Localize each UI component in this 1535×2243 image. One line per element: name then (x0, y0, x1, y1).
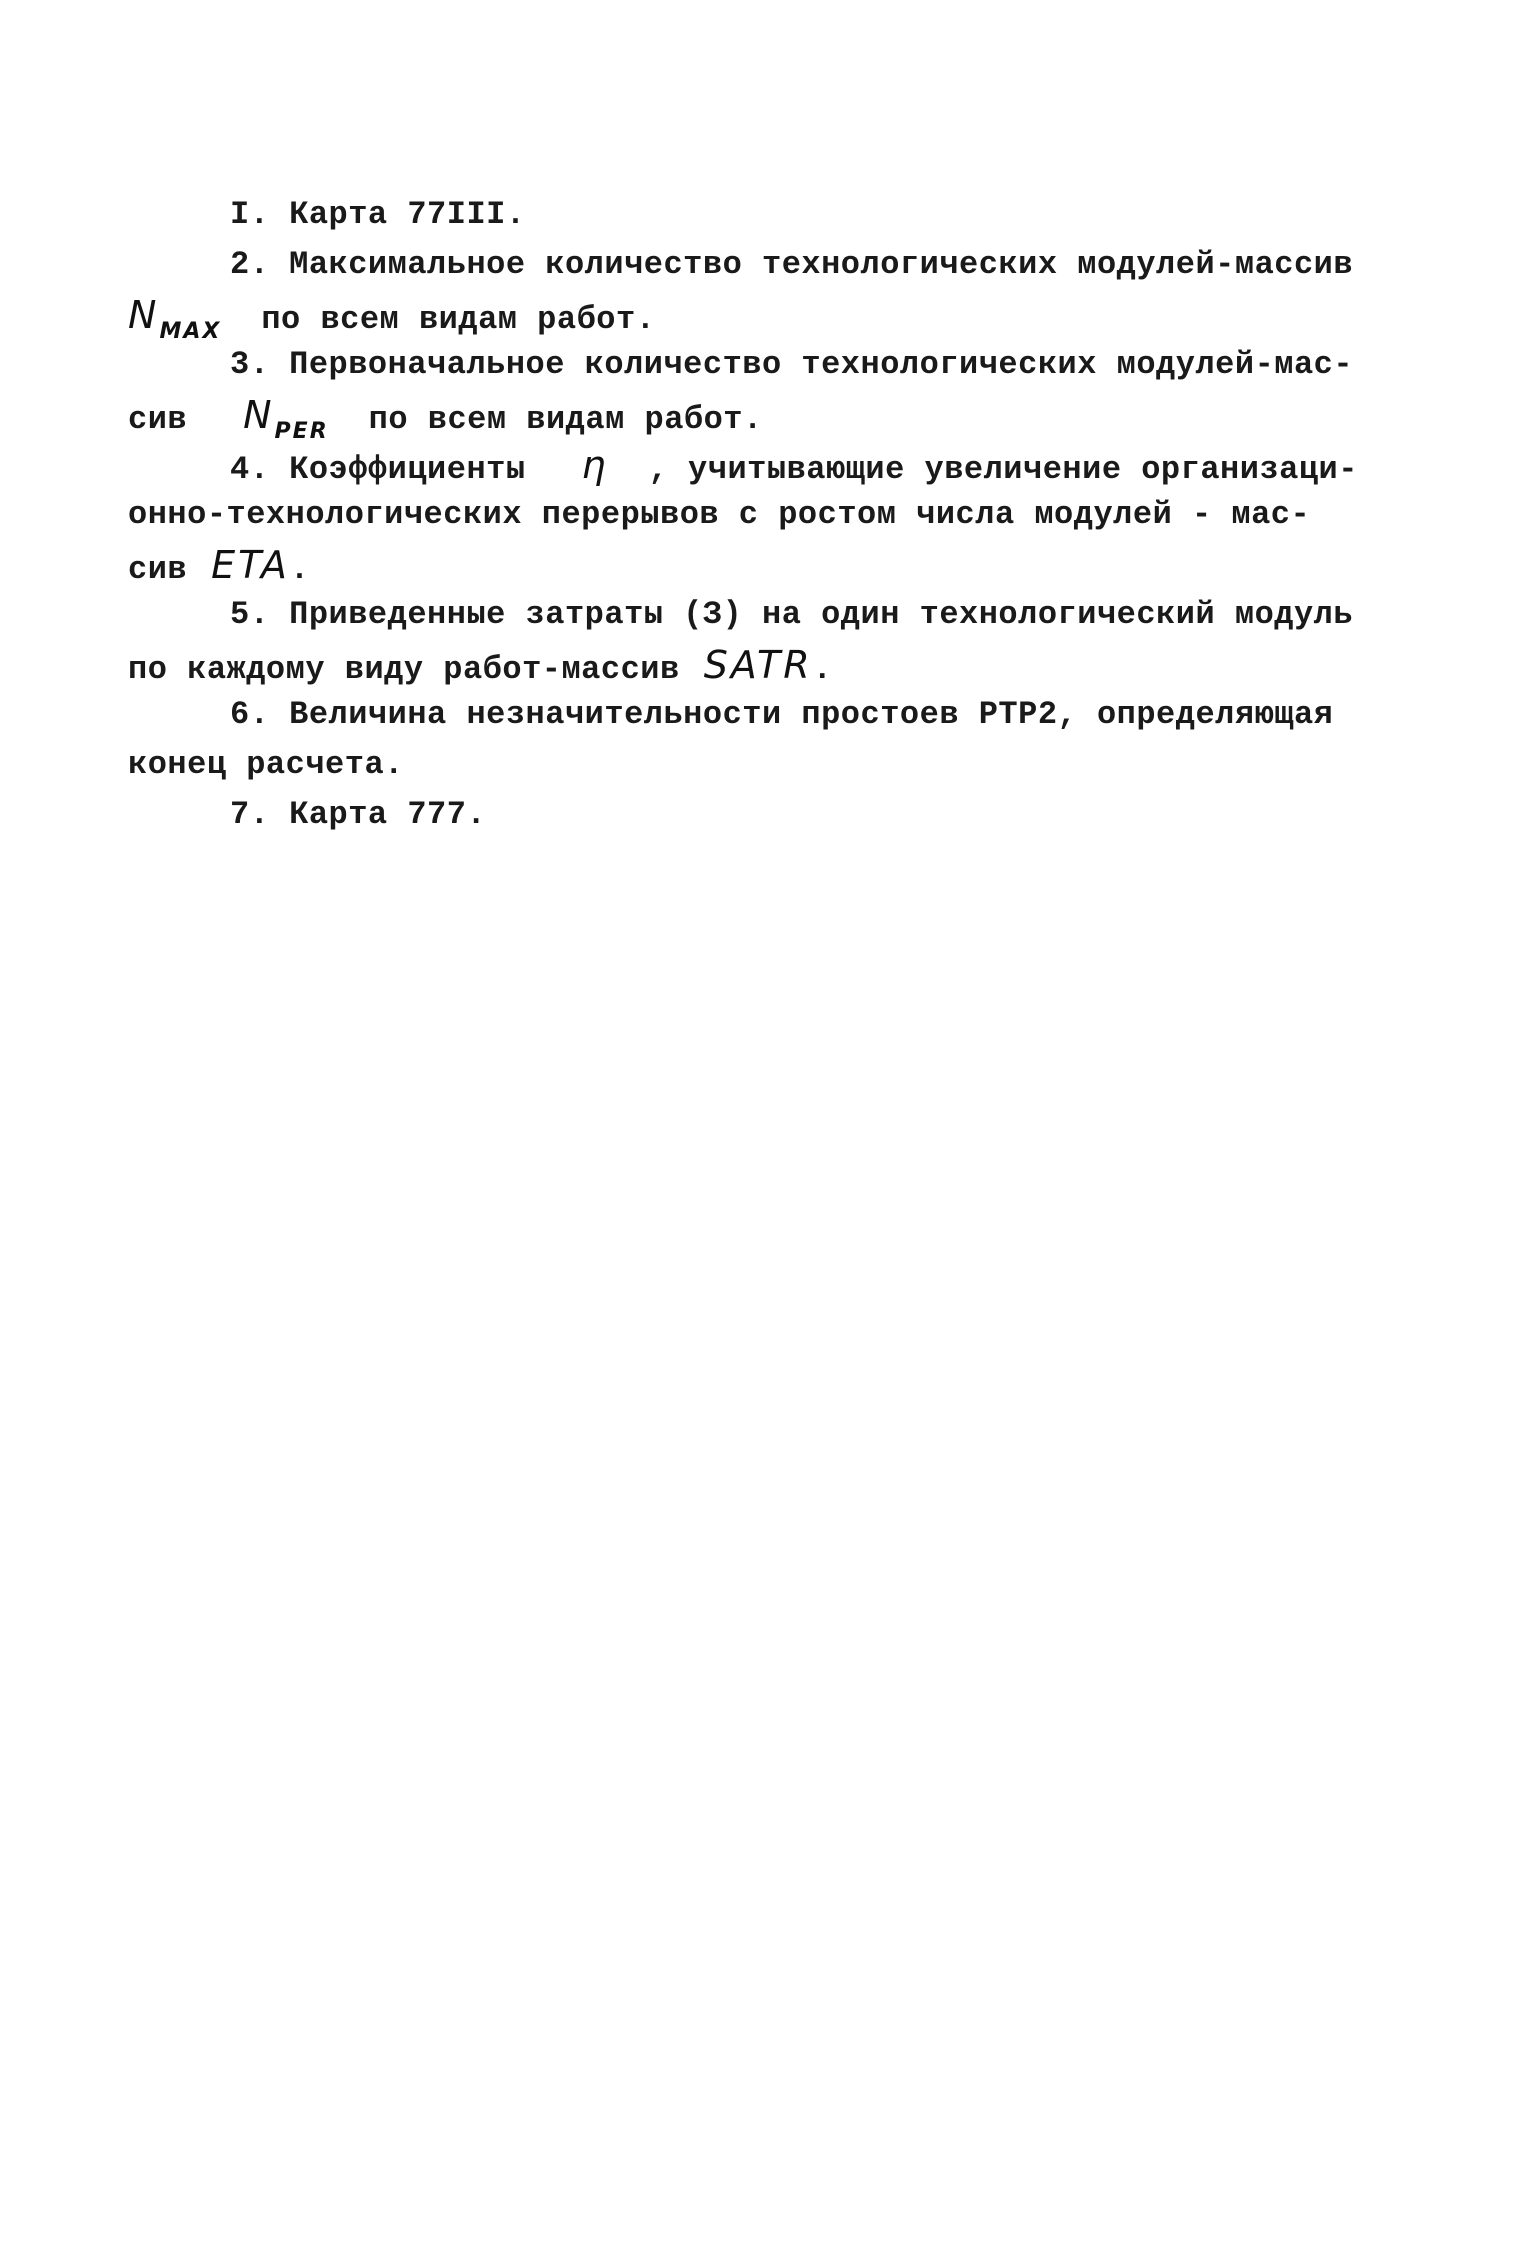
item-2-line-2 (128, 290, 1398, 344)
item-6-text-line-2: конец расчета. (128, 746, 404, 783)
satr-symbol: SATR (703, 643, 813, 687)
item-3-line-2-start: сив (128, 401, 188, 438)
item-4-text-rest: , учитывающие увеличение организаци- (648, 451, 1358, 488)
nmax-symbol-main: N (128, 293, 160, 337)
item-6-line-1 (128, 690, 1398, 740)
item-3-line-2 (128, 390, 1398, 444)
item-6-line-2 (128, 740, 1398, 790)
eta-array-symbol: ETA (211, 543, 290, 587)
item-4-line-3 (128, 540, 1398, 590)
item-1-text: I. Карта 77III. (230, 196, 526, 233)
item-list (128, 190, 1398, 840)
item-7-text: 7. Карта 777. (230, 796, 487, 833)
nper-symbol-sub: PER (274, 419, 329, 444)
item-4-line-3-end: . (289, 551, 310, 588)
item-3-text: 3. Первоначальное количество технологических модулей-мас- (230, 346, 1354, 383)
item-5-line-1 (128, 590, 1398, 640)
item-4-text-start: 4. Коэффициенты (230, 451, 526, 488)
item-4-line-3-start: сив (128, 551, 188, 588)
item-5-line-2 (128, 640, 1398, 690)
item-4-line-1 (128, 440, 1398, 490)
item-5-text: 5. Приведенные затраты (З) на один технологический модуль (230, 596, 1354, 633)
item-4-line-2 (128, 490, 1398, 540)
nper-symbol-main: N (243, 393, 275, 437)
item-3-line-1 (128, 340, 1398, 390)
nmax-symbol-sub: MAX (159, 319, 222, 344)
nmax-symbol (128, 293, 222, 344)
item-2-text-rest: по всем видам работ. (261, 301, 656, 338)
eta-symbol: η (581, 443, 609, 487)
item-6-text: 6. Величина незначительности простоев РТР2, определяющая (230, 696, 1334, 733)
item-4-text-line-2: онно-технологических перерывов с ростом числа модулей - мас- (128, 496, 1311, 533)
item-5-line-2-end: . (812, 651, 833, 688)
item-2-text: 2. Максимальное количество технологических модулей-массив (230, 246, 1354, 283)
item-3-text-rest: по всем видам работ. (368, 401, 763, 438)
item-7 (128, 790, 1398, 840)
item-1 (128, 190, 1398, 240)
item-5-line-2-start: по каждому виду работ-массив (128, 651, 680, 688)
item-2-line-1 (128, 240, 1398, 290)
nper-symbol (243, 393, 329, 444)
